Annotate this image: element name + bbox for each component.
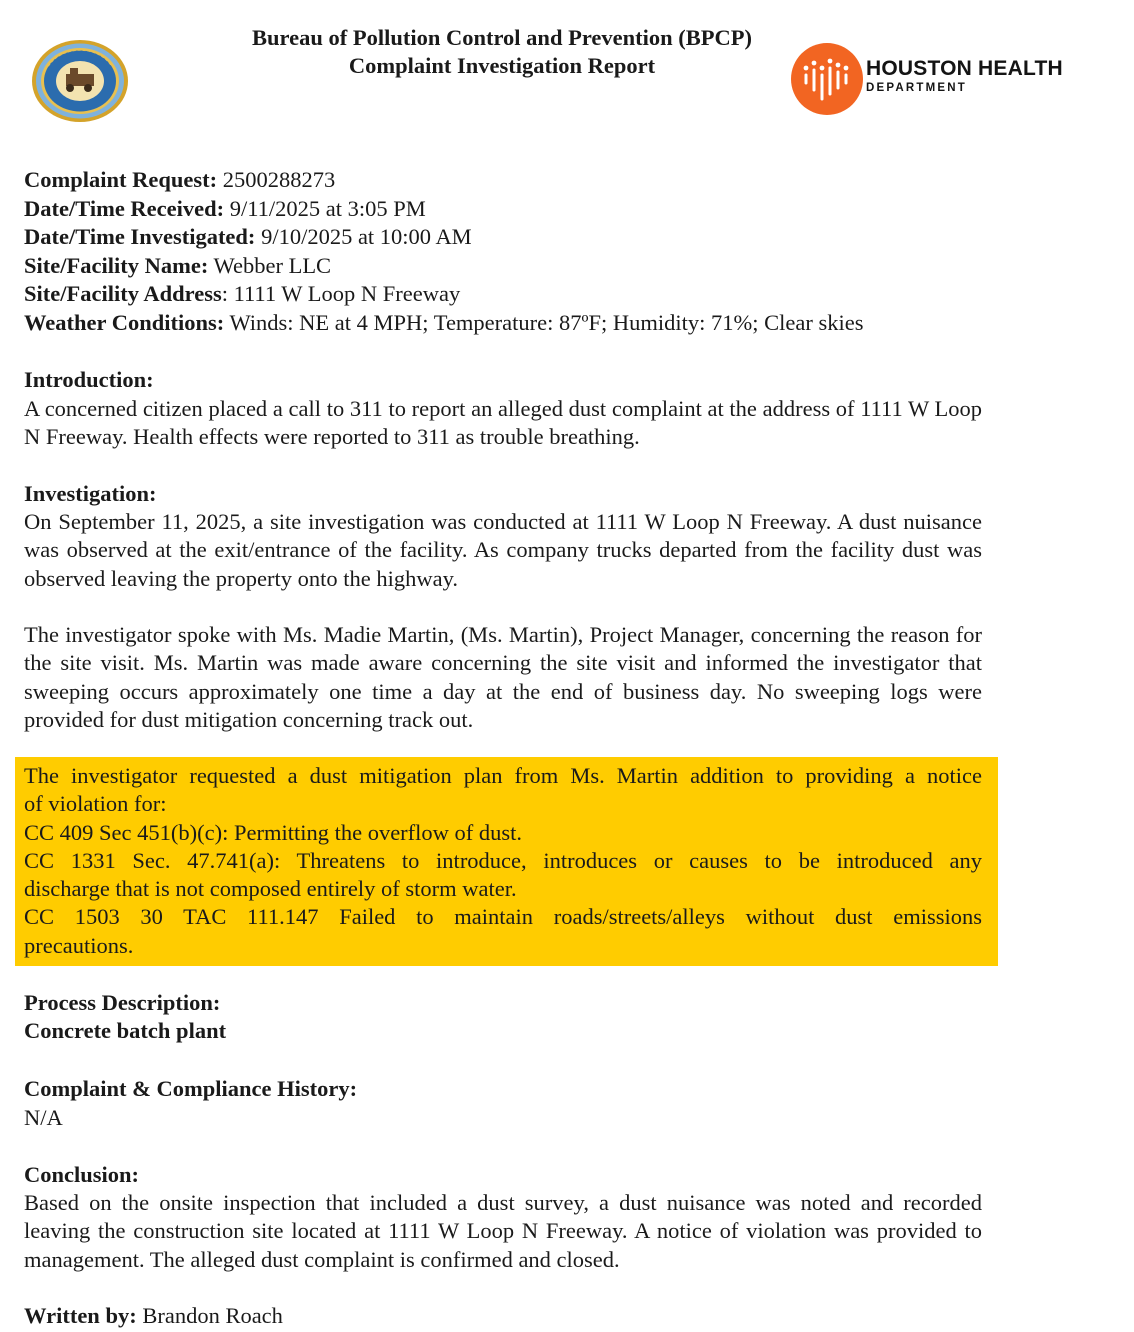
- investigation-paragraph-1: On September 11, 2025, a site investigation was conducted at 1111 W Loop N Freeway. A dust nuisance was observed at the exit/entrance of the facility. As company trucks departed from the facility dust was observed leaving the property onto the highway.: [24, 509, 982, 591]
- process-description-value: Concrete batch plant: [24, 1018, 227, 1043]
- department-name: HOUSTON HEALTH: [866, 57, 1063, 80]
- conclusion-heading: Conclusion:: [24, 1161, 140, 1187]
- weather-value: Winds: NE at 4 MPH; Temperature: 87ºF; Humidity: 71%; Clear skies: [224, 309, 864, 335]
- violation-line: discharge that is not composed entirely of storm water.: [24, 876, 517, 902]
- violation-line: CC 1331 Sec. 47.741(a): Threatens to introduce, introduces or causes to be introduced any: [24, 847, 982, 873]
- houston-health-logo-icon: [790, 42, 864, 116]
- violation-notice-text: [24, 762, 982, 960]
- date-received-label: Date/Time Received:: [24, 195, 225, 221]
- written-by-value: Brandon Roach: [136, 1302, 283, 1328]
- department-subtitle: DEPARTMENT: [866, 82, 968, 94]
- written-by-label: Written by:: [24, 1302, 137, 1328]
- violation-line: The investigator requested a dust mitigation plan from Ms. Martin addition to providing a notice: [24, 763, 982, 788]
- site-address-row: [24, 280, 460, 309]
- violation-line: CC 1503 30 TAC 111.147 Failed to maintain roads/streets/alleys without dust emissions: [24, 904, 982, 930]
- date-investigated-row: [24, 223, 472, 252]
- complaint-request-label: Complaint Request:: [24, 167, 218, 192]
- site-name-value: Webber LLC: [208, 252, 332, 278]
- site-address-label: Site/Facility Address: [24, 281, 222, 306]
- investigation-heading: Investigation:: [24, 480, 157, 506]
- report-type-title: Complaint Investigation Report: [348, 53, 656, 78]
- bureau-title: Bureau of Pollution Control and Prevention (BPCP): [251, 25, 753, 50]
- date-received-row: [24, 195, 426, 224]
- site-name-row: [24, 252, 331, 281]
- process-description-heading: Process Description:: [24, 989, 221, 1015]
- violation-line: CC 409 Sec 451(b)(c): Permitting the overflow of dust.: [24, 819, 523, 845]
- weather-row: [24, 309, 863, 338]
- compliance-history-heading: Complaint & Compliance History:: [24, 1076, 358, 1101]
- introduction-text: A concerned citizen placed a call to 311 to report an alleged dust complaint at the address of 1111 W Loop N Freeway. Health effects were reported to 311 as trouble breathing.: [24, 395, 982, 449]
- date-investigated-label: Date/Time Investigated:: [24, 224, 256, 249]
- violation-line: precautions.: [24, 932, 134, 958]
- violation-line: of violation for:: [24, 791, 167, 817]
- date-investigated-value: 9/10/2025 at 10:00 AM: [255, 224, 472, 249]
- investigation-paragraph-2: The investigator spoke with Ms. Madie Martin, (Ms. Martin), Project Manager, concerning the reason for the site visit. Ms. Martin was made aware concerning the site visit and informed the investigator that sweeping occurs approximately one time a day at the end of business day. No sweeping logs were provided for dust mitigation concerning track out.: [24, 622, 982, 733]
- introduction-heading: Introduction:: [24, 367, 154, 392]
- weather-label: Weather Conditions:: [24, 309, 225, 335]
- site-name-label: Site/Facility Name:: [24, 252, 209, 278]
- written-by-row: [24, 1302, 283, 1331]
- city-seal-icon: [30, 38, 130, 124]
- date-received-value: 9/11/2025 at 3:05 PM: [224, 195, 426, 221]
- complaint-request-row: [24, 166, 335, 195]
- complaint-request-value: 2500288273: [217, 167, 336, 192]
- conclusion-text: Based on the onsite inspection that included a dust survey, a dust nuisance was noted and recorded leaving the construction site located at 1111 W Loop N Freeway. A notice of violation was provided to management. The alleged dust complaint is confirmed and closed.: [24, 1190, 982, 1272]
- site-address-value: : 1111 W Loop N Freeway: [221, 281, 461, 306]
- compliance-history-value: N/A: [24, 1104, 63, 1130]
- report-title: [180, 24, 824, 80]
